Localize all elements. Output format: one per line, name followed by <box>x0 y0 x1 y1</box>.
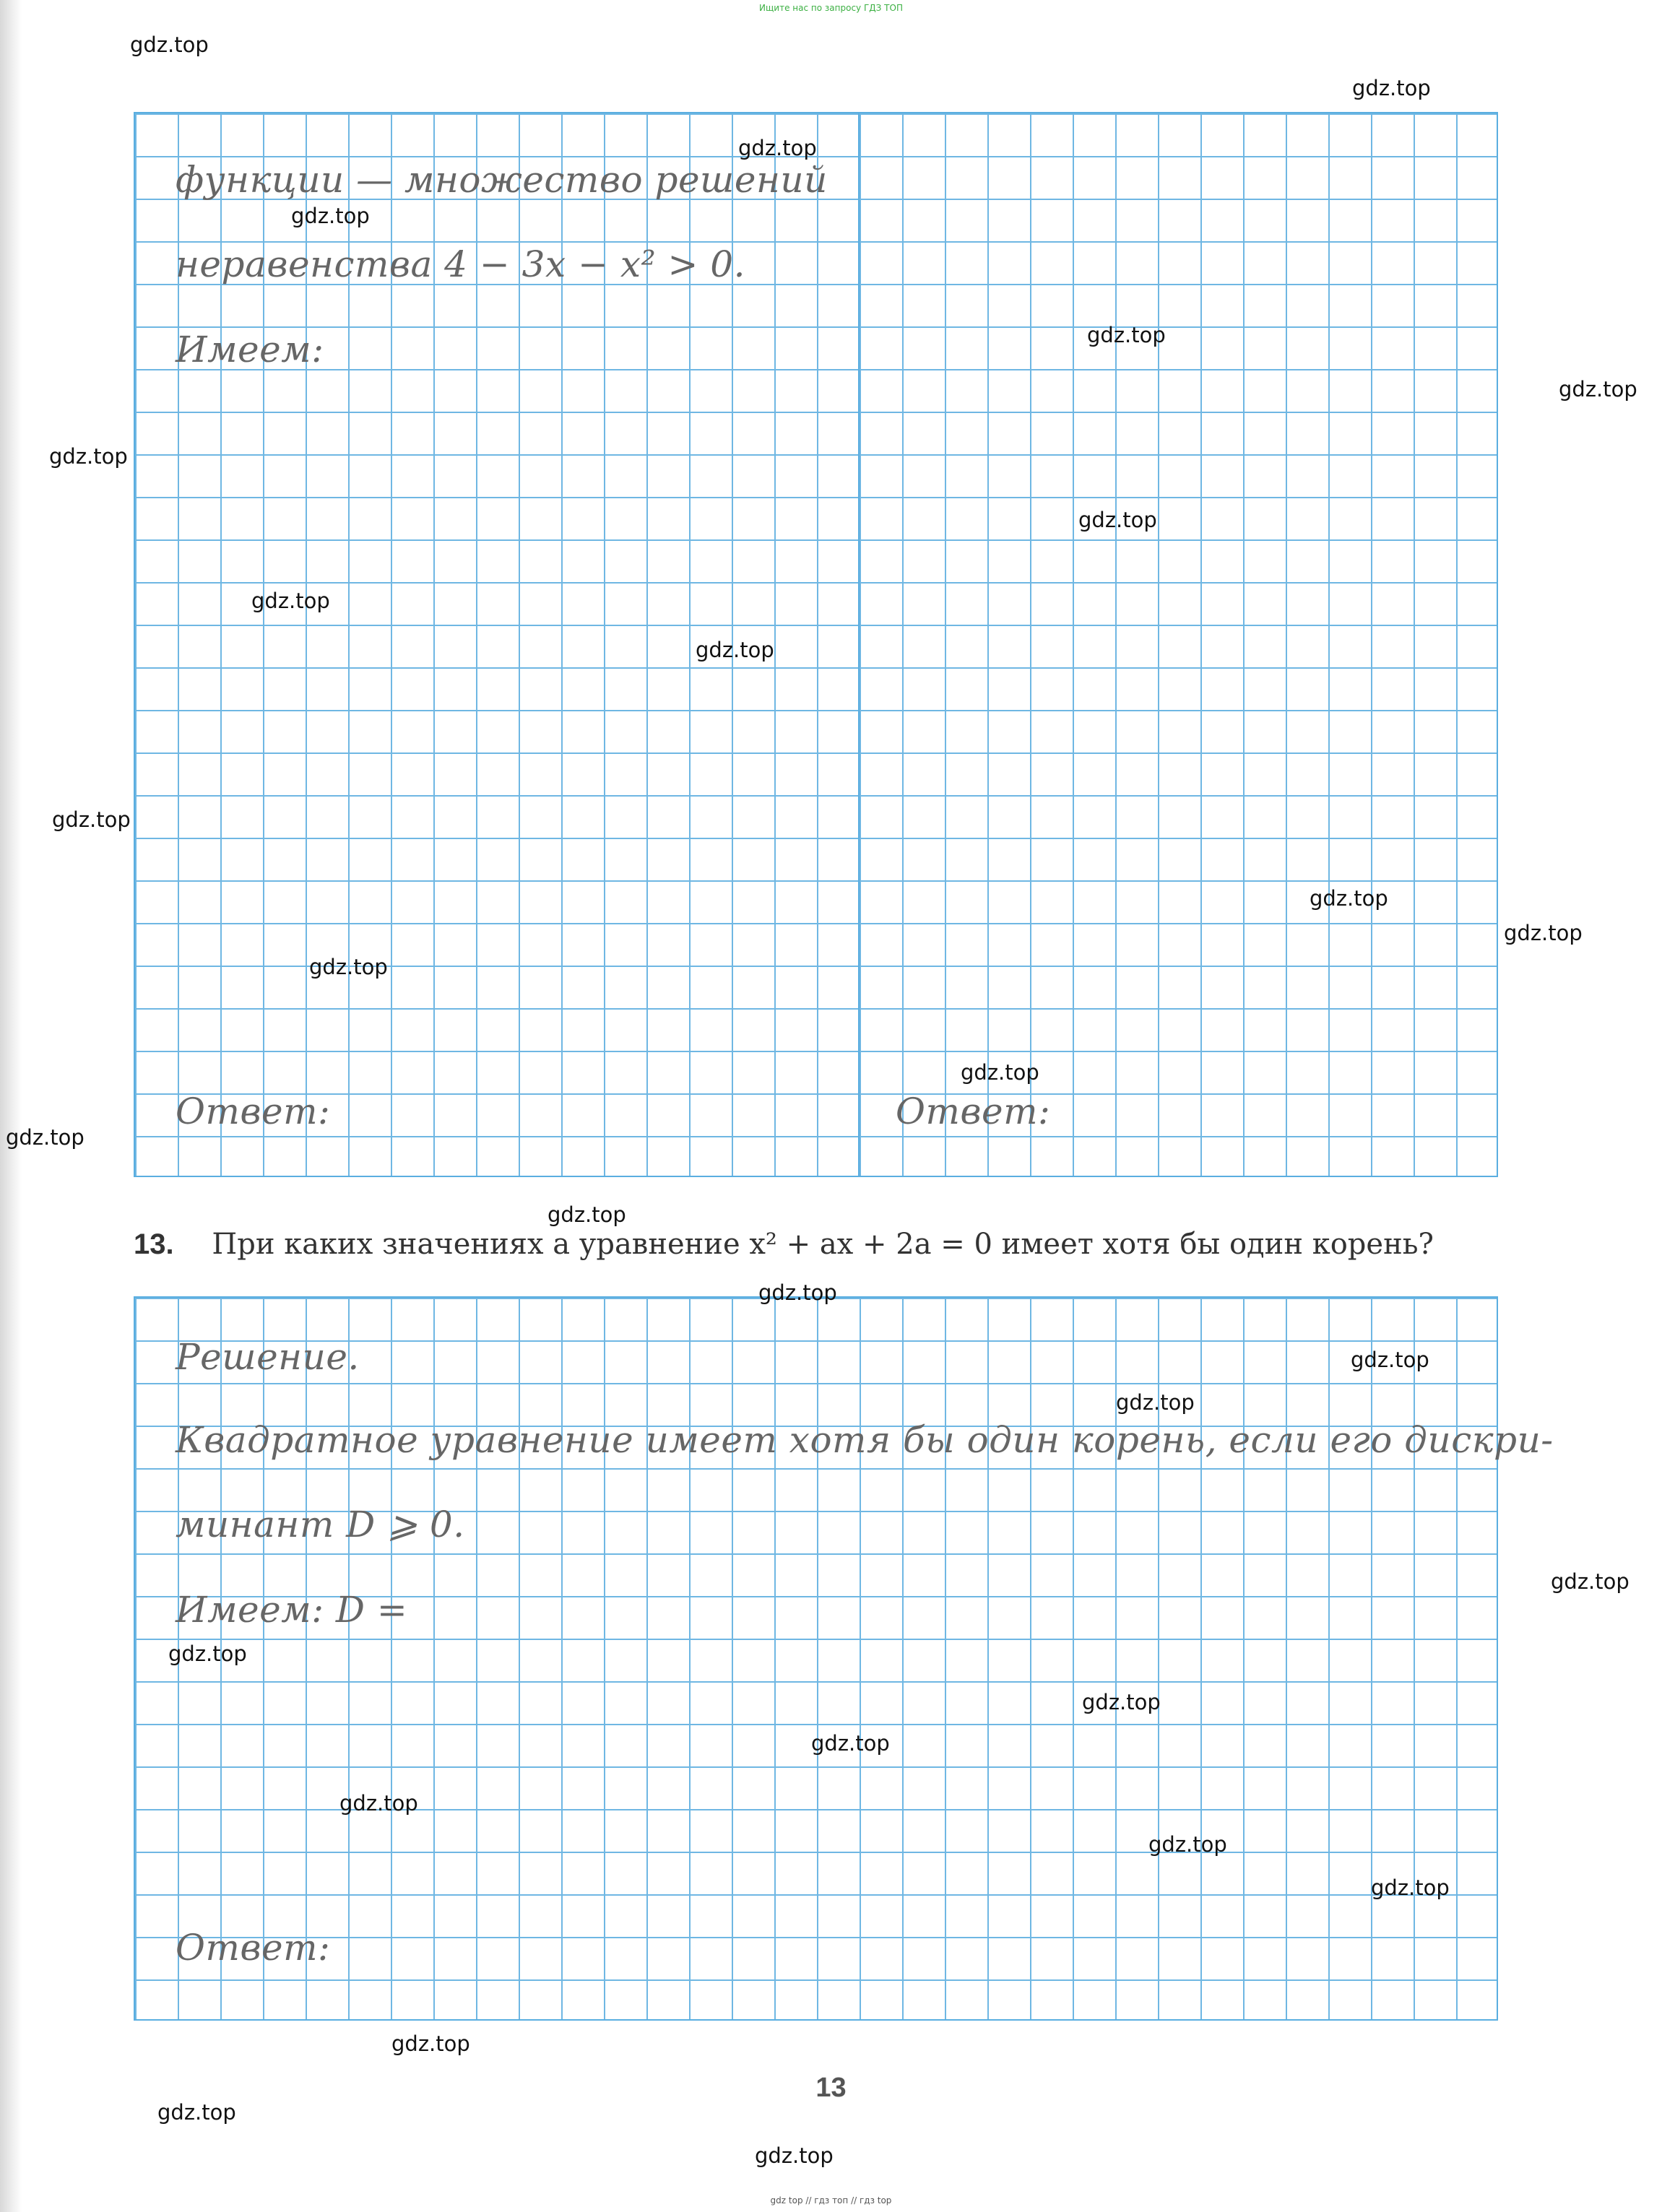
watermark: gdz.top <box>251 589 330 613</box>
watermark: gdz.top <box>1551 1569 1629 1594</box>
page-edge-shadow <box>0 0 22 2212</box>
watermark: gdz.top <box>758 1280 837 1305</box>
page-number: 13 <box>815 2073 847 2103</box>
solution-label: Решение. <box>176 1336 360 1378</box>
watermark: gdz.top <box>1087 323 1166 347</box>
watermark: gdz.top <box>547 1202 626 1227</box>
watermark: gdz.top <box>696 638 774 662</box>
left-line-1: функции — множество решений <box>176 159 828 201</box>
left-answer-label: Ответ: <box>176 1090 331 1132</box>
bottom-answer-label: Ответ: <box>176 1927 331 1969</box>
bottom-grid-area <box>134 1296 1498 2021</box>
problem-text: При каких значениях a уравнение x² + ax + 2a = 0 имеет хотя бы один корень? <box>212 1228 1434 1261</box>
watermark: gdz.top <box>168 1641 247 1666</box>
watermark: gdz.top <box>309 955 388 979</box>
top-link[interactable]: Ищите нас по запросу ГДЗ ТОП <box>759 3 903 13</box>
solution-line-1: Квадратное уравнение имеет хотя бы один корень, если его дискри- <box>176 1419 1554 1461</box>
left-line-2: неравенства 4 − 3x − x² > 0. <box>176 243 745 285</box>
problem-number: 13. <box>134 1228 174 1260</box>
watermark: gdz.top <box>755 2143 834 2168</box>
watermark: gdz.top <box>391 2031 470 2056</box>
watermark: gdz.top <box>1351 1348 1429 1372</box>
watermark: gdz.top <box>961 1060 1039 1085</box>
watermark: gdz.top <box>1352 76 1431 100</box>
footer-link[interactable]: gdz top // гдз топ // гдз top <box>770 2195 892 2206</box>
watermark: gdz.top <box>291 204 370 228</box>
watermark: gdz.top <box>1310 886 1388 911</box>
watermark: gdz.top <box>1082 1690 1161 1714</box>
solution-line-3: Имеем: D = <box>176 1589 408 1631</box>
left-line-3: Имеем: <box>176 329 324 370</box>
solution-line-2: минант D ⩾ 0. <box>176 1504 465 1545</box>
watermark: gdz.top <box>1078 508 1157 532</box>
watermark: gdz.top <box>738 136 817 160</box>
watermark: gdz.top <box>1116 1390 1195 1415</box>
watermark: gdz.top <box>1504 921 1583 945</box>
watermark: gdz.top <box>6 1125 85 1150</box>
watermark: gdz.top <box>811 1731 890 1756</box>
watermark: gdz.top <box>130 32 209 57</box>
watermark: gdz.top <box>52 807 131 832</box>
watermark: gdz.top <box>1148 1832 1227 1857</box>
watermark: gdz.top <box>157 2100 236 2125</box>
watermark: gdz.top <box>339 1791 418 1816</box>
watermark: gdz.top <box>1371 1875 1450 1900</box>
right-grid-area <box>858 112 1498 1177</box>
watermark: gdz.top <box>1559 377 1637 402</box>
right-answer-label: Ответ: <box>896 1090 1051 1132</box>
problem-13 <box>134 1228 1434 1261</box>
watermark: gdz.top <box>49 444 128 469</box>
